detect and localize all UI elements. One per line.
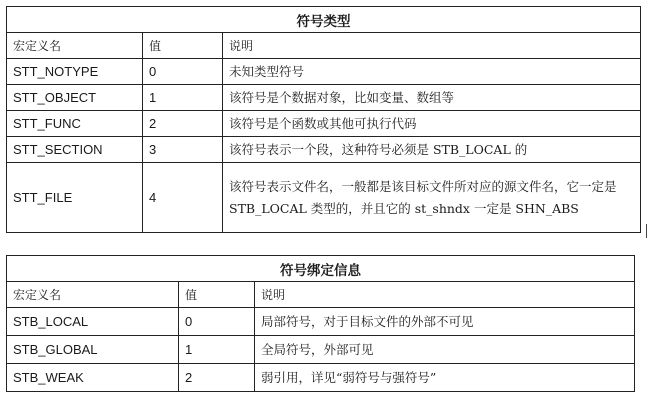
symbol-type-table xyxy=(6,6,641,233)
value-cell: 2 xyxy=(143,111,223,137)
macro-name-cell: STB_GLOBAL xyxy=(7,336,179,364)
table-row xyxy=(7,59,641,85)
header-macro-name: 宏定义名 xyxy=(7,282,179,308)
header-description: 说明 xyxy=(255,282,635,308)
value-cell: 3 xyxy=(143,137,223,163)
description-cell: 弱引用，详见“弱符号与强符号” xyxy=(255,364,635,392)
symbol-binding-table xyxy=(6,255,635,392)
macro-name-cell: STB_LOCAL xyxy=(7,308,179,336)
description-cell: 全局符号，外部可见 xyxy=(255,336,635,364)
table-row xyxy=(7,364,635,392)
value-cell: 1 xyxy=(179,336,255,364)
macro-name-cell: STT_OBJECT xyxy=(7,85,143,111)
description-cell: 该符号是个数据对象，比如变量、数组等 xyxy=(223,85,641,111)
table-row xyxy=(7,137,641,163)
description-cell: 局部符号，对于目标文件的外部不可见 xyxy=(255,308,635,336)
value-cell: 2 xyxy=(179,364,255,392)
macro-name-cell: STT_NOTYPE xyxy=(7,59,143,85)
table-row xyxy=(7,111,641,137)
value-cell: 0 xyxy=(179,308,255,336)
macro-name-cell: STT_FILE xyxy=(7,163,143,233)
header-value: 值 xyxy=(179,282,255,308)
header-description: 说明 xyxy=(223,33,641,59)
header-macro-name: 宏定义名 xyxy=(7,33,143,59)
description-cell: 该符号表示文件名，一般都是该目标文件所对应的源文件名，它一定是 STB_LOCAL 类型的，并且它的 st_shndx 一定是 SHN_ABS xyxy=(223,163,641,233)
table-row xyxy=(7,85,641,111)
description-cell: 该符号表示一个段，这种符号必须是 STB_LOCAL 的 xyxy=(223,137,641,163)
value-cell: 1 xyxy=(143,85,223,111)
page-edge-mark xyxy=(646,224,647,238)
header-value: 值 xyxy=(143,33,223,59)
value-cell: 0 xyxy=(143,59,223,85)
table-title: 符号绑定信息 xyxy=(7,256,635,282)
table-row xyxy=(7,163,641,233)
table-title: 符号类型 xyxy=(7,7,641,33)
description-cell: 该符号是个函数或其他可执行代码 xyxy=(223,111,641,137)
description-cell: 未知类型符号 xyxy=(223,59,641,85)
macro-name-cell: STB_WEAK xyxy=(7,364,179,392)
macro-name-cell: STT_SECTION xyxy=(7,137,143,163)
value-cell: 4 xyxy=(143,163,223,233)
macro-name-cell: STT_FUNC xyxy=(7,111,143,137)
table-row xyxy=(7,308,635,336)
table-row xyxy=(7,336,635,364)
